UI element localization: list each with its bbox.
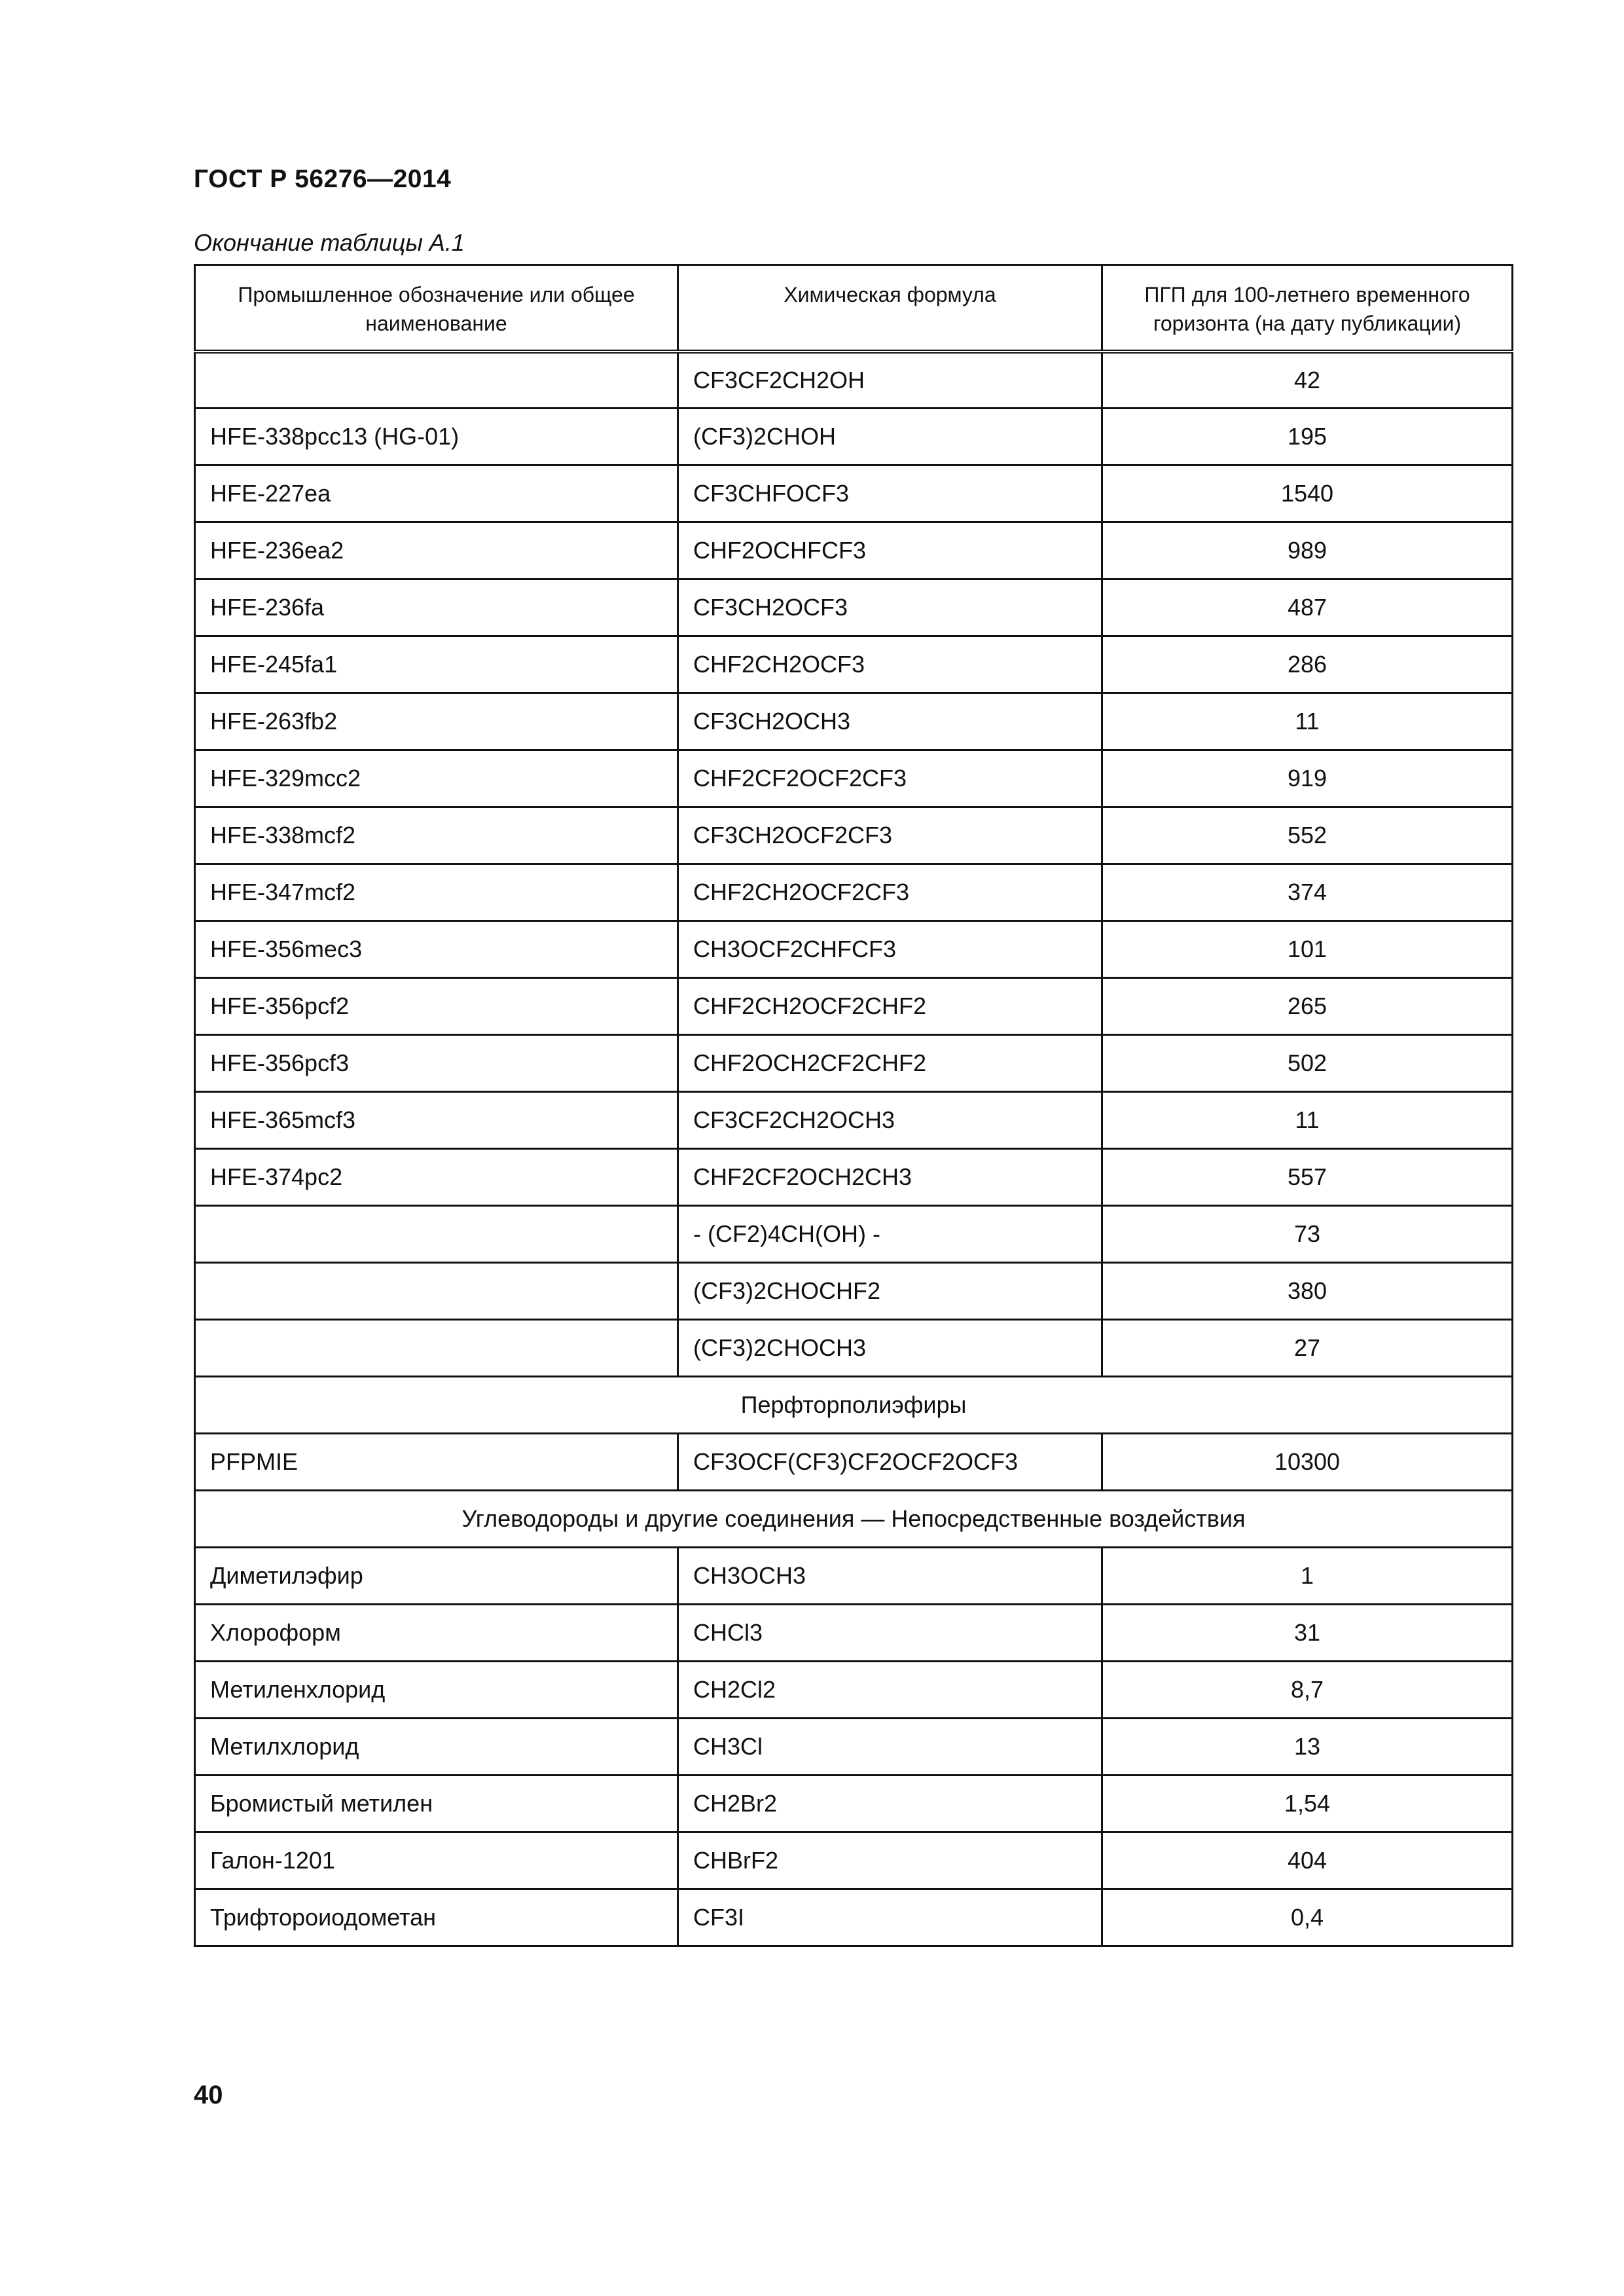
cell-gwp: 73 xyxy=(1102,1206,1513,1263)
cell-gwp: 487 xyxy=(1102,579,1513,636)
cell-name: Бромистый метилен xyxy=(195,1776,678,1832)
cell-name: HFE-356pcf3 xyxy=(195,1035,678,1092)
table-row xyxy=(195,1206,1513,1263)
cell-name: HFE-347mcf2 xyxy=(195,864,678,921)
cell-formula: CHBrF2 xyxy=(678,1832,1102,1889)
cell-formula: - (CF2)4CH(OH) - xyxy=(678,1206,1102,1263)
cell-gwp: 552 xyxy=(1102,807,1513,864)
cell-name: HFE-338pcc13 (HG-01) xyxy=(195,409,678,465)
cell-formula: CH2Cl2 xyxy=(678,1662,1102,1719)
cell-gwp: 265 xyxy=(1102,978,1513,1035)
cell-formula: CHF2CH2OCF2CHF2 xyxy=(678,978,1102,1035)
cell-formula: CH3OCF2CHFCF3 xyxy=(678,921,1102,978)
cell-name: HFE-356mec3 xyxy=(195,921,678,978)
table-row xyxy=(195,1889,1513,1946)
cell-formula: CF3CH2OCF3 xyxy=(678,579,1102,636)
cell-gwp: 989 xyxy=(1102,522,1513,579)
table-row xyxy=(195,1776,1513,1832)
cell-name xyxy=(195,352,678,409)
cell-gwp: 1 xyxy=(1102,1548,1513,1605)
cell-formula: CH2Br2 xyxy=(678,1776,1102,1832)
cell-gwp: 42 xyxy=(1102,352,1513,409)
cell-formula: CF3CF2CH2OH xyxy=(678,352,1102,409)
cell-name: HFE-329mcc2 xyxy=(195,750,678,807)
cell-gwp: 404 xyxy=(1102,1832,1513,1889)
table-row xyxy=(195,636,1513,693)
cell-formula: (CF3)2CHOH xyxy=(678,409,1102,465)
cell-name: HFE-263fb2 xyxy=(195,693,678,750)
cell-gwp: 0,4 xyxy=(1102,1889,1513,1946)
cell-gwp: 27 xyxy=(1102,1320,1513,1377)
cell-gwp: 8,7 xyxy=(1102,1662,1513,1719)
table-row xyxy=(195,693,1513,750)
table-row xyxy=(195,522,1513,579)
cell-formula: CHF2CF2OCH2CH3 xyxy=(678,1149,1102,1206)
table-row xyxy=(195,921,1513,978)
gwp-table-container xyxy=(194,264,1511,1947)
column-header-name: Промышленное обозначение или общее наименование xyxy=(195,265,678,352)
cell-formula: CHF2OCH2CF2CHF2 xyxy=(678,1035,1102,1092)
table-row xyxy=(195,750,1513,807)
cell-name: HFE-245fa1 xyxy=(195,636,678,693)
cell-name xyxy=(195,1320,678,1377)
cell-gwp: 13 xyxy=(1102,1719,1513,1776)
section-title: Перфторполиэфиры xyxy=(195,1377,1513,1434)
cell-formula: CF3OCF(CF3)CF2OCF2OCF3 xyxy=(678,1434,1102,1491)
cell-formula: CF3CH2OCF2CF3 xyxy=(678,807,1102,864)
table-row xyxy=(195,1662,1513,1719)
table-row xyxy=(195,1320,1513,1377)
cell-name: HFE-236ea2 xyxy=(195,522,678,579)
cell-name: PFPMIE xyxy=(195,1434,678,1491)
cell-formula: CHF2CF2OCF2CF3 xyxy=(678,750,1102,807)
cell-name: Хлороформ xyxy=(195,1605,678,1662)
cell-formula: CF3CH2OCH3 xyxy=(678,693,1102,750)
section-title: Углеводороды и другие соединения — Непосредственные воздействия xyxy=(195,1491,1513,1548)
cell-gwp: 101 xyxy=(1102,921,1513,978)
cell-gwp: 1540 xyxy=(1102,465,1513,522)
document-header: ГОСТ Р 56276—2014 xyxy=(194,165,452,193)
table-header-row xyxy=(195,265,1513,352)
cell-name: Галон-1201 xyxy=(195,1832,678,1889)
cell-gwp: 31 xyxy=(1102,1605,1513,1662)
cell-gwp: 557 xyxy=(1102,1149,1513,1206)
cell-formula: CHF2OCHFCF3 xyxy=(678,522,1102,579)
table-row xyxy=(195,864,1513,921)
cell-name: Диметилэфир xyxy=(195,1548,678,1605)
cell-formula: CF3I xyxy=(678,1889,1102,1946)
cell-gwp: 11 xyxy=(1102,693,1513,750)
column-header-formula: Химическая формула xyxy=(678,265,1102,352)
table-row xyxy=(195,579,1513,636)
table-row xyxy=(195,1605,1513,1662)
cell-name: HFE-365mcf3 xyxy=(195,1092,678,1149)
table-row xyxy=(195,1434,1513,1491)
cell-gwp: 11 xyxy=(1102,1092,1513,1149)
cell-formula: CHF2CH2OCF2CF3 xyxy=(678,864,1102,921)
column-header-gwp: ПГП для 100-летнего временного горизонта (на дату публикации) xyxy=(1102,265,1513,352)
cell-gwp: 502 xyxy=(1102,1035,1513,1092)
table-row xyxy=(195,807,1513,864)
table-row xyxy=(195,1832,1513,1889)
table-row xyxy=(195,1719,1513,1776)
cell-name: Трифтороиодометан xyxy=(195,1889,678,1946)
table-row xyxy=(195,978,1513,1035)
cell-gwp: 286 xyxy=(1102,636,1513,693)
cell-name: HFE-374pc2 xyxy=(195,1149,678,1206)
gwp-table xyxy=(194,264,1513,1947)
cell-gwp: 10300 xyxy=(1102,1434,1513,1491)
table-section-row xyxy=(195,1491,1513,1548)
page-number: 40 xyxy=(194,2081,223,2109)
cell-formula: CF3CHFOCF3 xyxy=(678,465,1102,522)
cell-name: HFE-356pcf2 xyxy=(195,978,678,1035)
cell-name xyxy=(195,1263,678,1320)
table-row xyxy=(195,1548,1513,1605)
table-row xyxy=(195,465,1513,522)
table-row xyxy=(195,1149,1513,1206)
cell-gwp: 195 xyxy=(1102,409,1513,465)
table-caption: Окончание таблицы А.1 xyxy=(194,229,465,256)
cell-name: Метиленхлорид xyxy=(195,1662,678,1719)
cell-name: Метилхлорид xyxy=(195,1719,678,1776)
cell-name: HFE-338mcf2 xyxy=(195,807,678,864)
cell-formula: CHF2CH2OCF3 xyxy=(678,636,1102,693)
cell-gwp: 374 xyxy=(1102,864,1513,921)
table-row xyxy=(195,1263,1513,1320)
cell-name: HFE-236fa xyxy=(195,579,678,636)
cell-gwp: 380 xyxy=(1102,1263,1513,1320)
table-row xyxy=(195,409,1513,465)
table-body xyxy=(195,352,1513,1946)
cell-formula: CH3Cl xyxy=(678,1719,1102,1776)
cell-gwp: 919 xyxy=(1102,750,1513,807)
cell-name xyxy=(195,1206,678,1263)
cell-formula: CH3OCH3 xyxy=(678,1548,1102,1605)
table-row xyxy=(195,352,1513,409)
cell-formula: (CF3)2CHOCHF2 xyxy=(678,1263,1102,1320)
cell-name: HFE-227ea xyxy=(195,465,678,522)
table-row xyxy=(195,1092,1513,1149)
cell-gwp: 1,54 xyxy=(1102,1776,1513,1832)
cell-formula: CF3CF2CH2OCH3 xyxy=(678,1092,1102,1149)
cell-formula: (CF3)2CHOCH3 xyxy=(678,1320,1102,1377)
table-section-row xyxy=(195,1377,1513,1434)
table-row xyxy=(195,1035,1513,1092)
cell-formula: CHCl3 xyxy=(678,1605,1102,1662)
